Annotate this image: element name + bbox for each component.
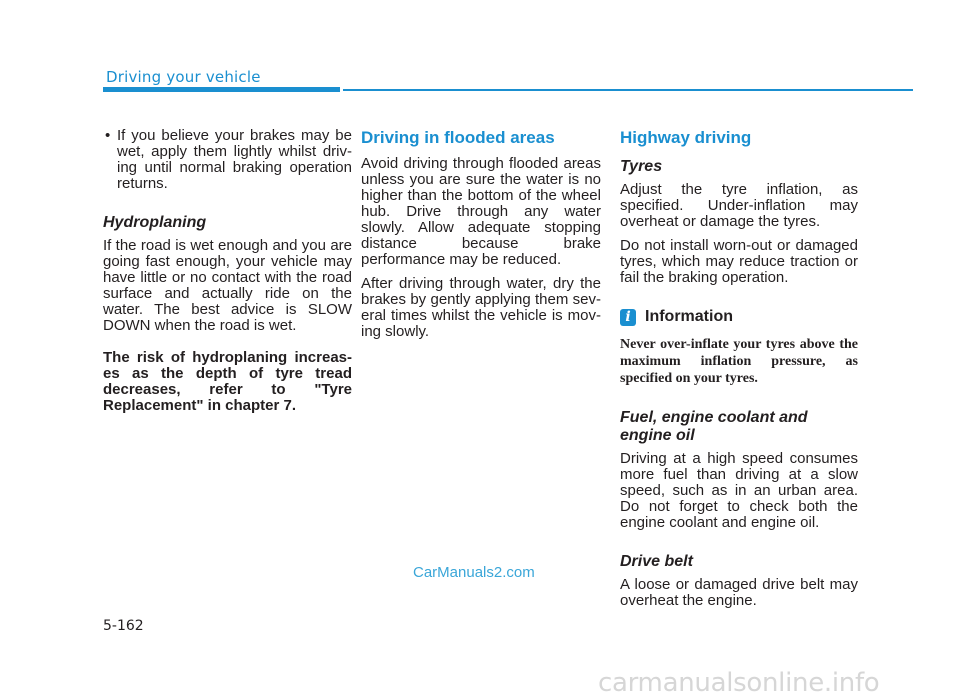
fuel-coolant-oil-heading: Fuel, engine coolant and engine oil [620,409,808,444]
tyres-heading: Tyres [620,158,663,175]
header-rule-thick [103,87,340,92]
hydroplaning-body: If the road is wet enough and you are going fast enough, your vehicle may have little or no contact with the road surface and actually ride on the water. The best advice is SLOW DOWN when the road is wet. [103,237,352,334]
drive-belt-heading: Drive belt [620,553,693,570]
information-header [620,308,858,326]
tyres-p1: Adjust the tyre inflation, as specified. Under-inflation may overheat or damage the tyres. [620,181,858,230]
hydroplaning-heading: Hydroplaning [103,214,207,231]
column-right [620,124,858,617]
watermark-link[interactable]: CarManuals2.com [413,564,535,581]
bullet-dot: • [105,127,111,144]
bullet-text: If you believe your brakes may be wet, apply them lightly whilst driv-ing until normal braking operation returns. [117,127,352,192]
header-rule-thin [343,89,913,91]
column-left [103,124,352,422]
page-number: 5-162 [103,618,144,634]
drive-belt-body: A loose or damaged drive belt may overheat the engine. [620,576,858,609]
information-title: Information [645,308,733,325]
tyres-p2: Do not install worn-out or damaged tyres, which may reduce traction or fail the braking operation. [620,237,858,286]
column-middle [361,124,601,348]
flooded-areas-p2: After driving through water, dry the brakes by gently applying them sev-eral times whilst the vehicle is mov-ing slowly. [361,275,601,340]
list-item [103,128,352,192]
highway-driving-heading: Highway driving [620,128,752,147]
watermark-footer: carmanualsonline.info [598,668,880,698]
hydroplaning-warning: The risk of hydroplaning increas-es as the depth of tyre tread decreases, refer to "Tyre Replacement" in chapter 7. [103,349,352,414]
fuel-coolant-oil-body: Driving at a high speed consumes more fuel than driving at a slow speed, such as in an urban area. Do not forget to check both the engine coolant and engine oil. [620,450,858,531]
info-icon: i [620,309,636,326]
information-body: Never over-inflate your tyres above the maximum inflation pressure, as specified on your tyres. [620,337,858,386]
flooded-areas-heading: Driving in flooded areas [361,128,555,147]
flooded-areas-p1: Avoid driving through flooded areas unless you are sure the water is no higher than the bottom of the wheel hub. Drive through any water slowly. Allow adequate stopping distance because brake performance may be reduced. [361,155,601,268]
section-title: Driving your vehicle [106,68,261,86]
